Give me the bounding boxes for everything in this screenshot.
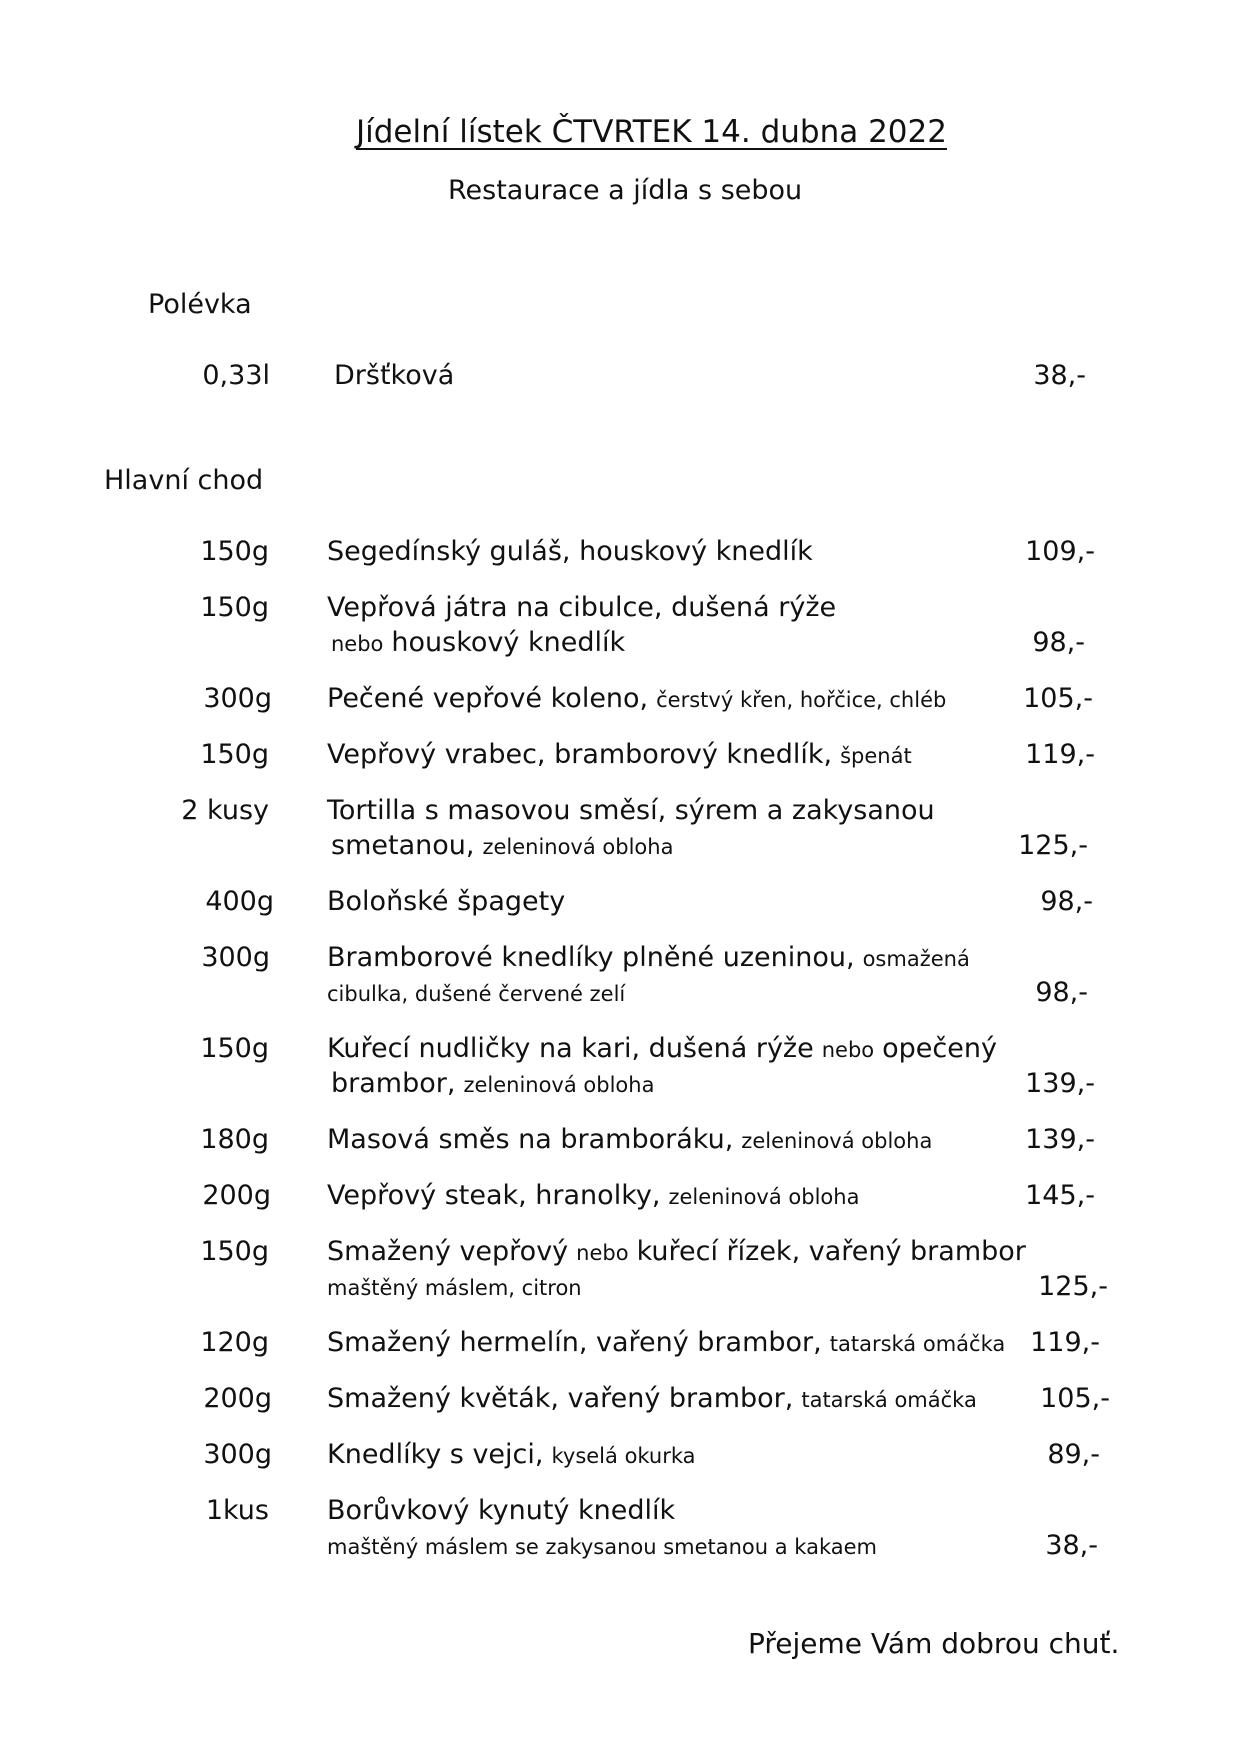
item-quantity: 2 kusy xyxy=(181,795,269,826)
item-main-text: Masová směs na bramboráku, xyxy=(327,1124,734,1155)
menu-subtitle: Restaurace a jídla s sebou xyxy=(448,175,803,206)
item-price: 139,- xyxy=(1025,1124,1095,1155)
item-main-text: Vepřový steak, hranolky, xyxy=(327,1180,661,1211)
item-quantity: 150g xyxy=(200,1236,269,1267)
item-main-text: Knedlíky s vejci, xyxy=(327,1439,544,1470)
item-name-line1 xyxy=(327,1180,859,1211)
item-price: 109,- xyxy=(1025,536,1095,567)
item-main-text: brambor, xyxy=(331,1068,456,1099)
item-name-line1 xyxy=(327,1124,932,1155)
item-side-text: nebo xyxy=(576,1241,629,1265)
item-name-line2 xyxy=(327,977,625,1008)
soup-section-heading: Polévka xyxy=(148,289,252,320)
item-quantity: 150g xyxy=(200,536,269,567)
item-quantity: 300g xyxy=(203,1439,272,1470)
item-quantity: 200g xyxy=(203,1383,272,1414)
item-name-line1 xyxy=(327,536,813,567)
item-side-text: nebo xyxy=(331,632,384,656)
item-side-text: maštěný máslem se zakysanou smetanou a kakaem xyxy=(327,1535,878,1559)
item-name-line1 xyxy=(327,1383,977,1414)
item-name-line1 xyxy=(327,1439,696,1470)
item-main-text: Tortilla s masovou směsí, sýrem a zakysanou xyxy=(327,795,935,826)
item-main-text: Vepřový vrabec, bramborový knedlík, xyxy=(327,739,833,770)
item-side-text: maštěný máslem, citron xyxy=(327,1276,582,1300)
item-name: Dršťková xyxy=(334,360,455,391)
item-price: 98,- xyxy=(1040,886,1093,917)
item-side-text: tatarská omáčka xyxy=(829,1332,1006,1356)
item-main-text: Kuřecí nudličky na kari, dušená rýže xyxy=(327,1033,814,1064)
item-main-text: Smažený vepřový xyxy=(327,1236,569,1267)
item-quantity: 180g xyxy=(200,1124,269,1155)
item-price: 38,- xyxy=(1045,1530,1098,1561)
item-quantity: 300g xyxy=(203,683,272,714)
item-name-line1 xyxy=(327,886,565,917)
closing-message: Přejeme Vám dobrou chuť. xyxy=(748,1627,1120,1660)
item-name-line1 xyxy=(327,739,912,770)
item-main-text: Boloňské špagety xyxy=(327,886,566,917)
item-name-line2 xyxy=(327,1271,582,1302)
item-quantity: 120g xyxy=(200,1327,269,1358)
item-price: 119,- xyxy=(1025,739,1095,770)
item-side-text: tatarská omáčka xyxy=(801,1388,977,1412)
item-price: 98,- xyxy=(1032,627,1085,658)
item-name-line2 xyxy=(331,830,673,861)
item-name-line2 xyxy=(331,1068,654,1099)
item-name-line1 xyxy=(327,1033,997,1064)
item-quantity: 150g xyxy=(200,592,269,623)
item-main-text: houskový knedlík xyxy=(391,627,626,658)
item-side-text: osmažená xyxy=(862,947,970,971)
item-quantity: 200g xyxy=(202,1180,271,1211)
item-price: 89,- xyxy=(1047,1439,1100,1470)
item-name-line2 xyxy=(331,627,625,658)
item-side-text: zeleninová obloha xyxy=(741,1129,933,1153)
item-main-text-tail: kuřecí řízek, vařený brambor xyxy=(636,1236,1026,1267)
menu-title: Jídelní lístek ČTVRTEK 14. dubna 2022 xyxy=(356,114,947,150)
item-side-text: špenát xyxy=(840,744,912,768)
item-side-text: kyselá okurka xyxy=(551,1444,696,1468)
item-name-line1 xyxy=(327,1236,1026,1267)
item-name-line1 xyxy=(327,795,935,826)
item-main-text: smetanou, xyxy=(331,830,475,861)
item-side-text: čerstvý křen, hořčice, chléb xyxy=(656,688,947,712)
item-main-text: Borůvkový kynutý knedlík xyxy=(327,1495,676,1526)
item-side-text: zeleninová obloha xyxy=(482,835,674,859)
item-side-text: zeleninová obloha xyxy=(668,1185,860,1209)
item-price: 119,- xyxy=(1030,1327,1100,1358)
item-side-text: nebo xyxy=(821,1038,875,1062)
item-name-line1 xyxy=(327,1495,675,1526)
item-name-line1 xyxy=(327,683,946,714)
item-main-text: Smažený květák, vařený brambor, xyxy=(327,1383,794,1414)
item-name-line1 xyxy=(327,592,836,623)
item-name-line1 xyxy=(327,1327,1005,1358)
item-price: 105,- xyxy=(1023,683,1093,714)
item-quantity: 300g xyxy=(201,942,270,973)
item-main-text-tail: opečený xyxy=(882,1033,997,1064)
item-quantity: 0,33l xyxy=(202,360,270,391)
item-main-text: Smažený hermelín, vařený brambor, xyxy=(327,1327,822,1358)
main-section-heading: Hlavní chod xyxy=(104,465,264,496)
item-price: 98,- xyxy=(1035,977,1088,1008)
item-price: 125,- xyxy=(1038,1271,1108,1302)
item-price: 125,- xyxy=(1018,830,1088,861)
item-main-text: Pečené vepřové koleno, xyxy=(327,683,649,714)
item-quantity: 1kus xyxy=(205,1495,269,1526)
item-price: 105,- xyxy=(1040,1383,1110,1414)
item-quantity: 400g xyxy=(205,886,274,917)
item-side-text: cibulka, dušené červené zelí xyxy=(327,982,626,1006)
item-main-text: Vepřová játra na cibulce, dušená rýže xyxy=(327,592,837,623)
item-name-line2 xyxy=(327,1530,877,1561)
item-price: 139,- xyxy=(1025,1068,1095,1099)
item-quantity: 150g xyxy=(200,1033,269,1064)
item-quantity: 150g xyxy=(200,739,269,770)
item-main-text: Bramborové knedlíky plněné uzeninou, xyxy=(327,942,855,973)
item-side-text: zeleninová obloha xyxy=(463,1073,655,1097)
item-main-text: Segedínský guláš, houskový knedlík xyxy=(327,536,813,567)
item-price: 145,- xyxy=(1025,1180,1095,1211)
item-price: 38,- xyxy=(1033,360,1086,391)
item-name-line1 xyxy=(327,942,970,973)
